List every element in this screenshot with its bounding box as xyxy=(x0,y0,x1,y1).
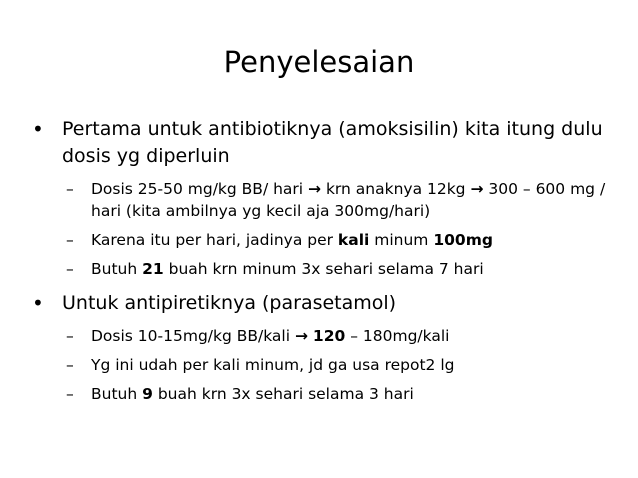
sub-bullet-text: Butuh xyxy=(91,260,143,278)
sub-bullet-text: Butuh xyxy=(91,385,143,403)
sub-bullet-text: – 180mg/kali xyxy=(345,327,450,345)
sub-bullet-text: minum xyxy=(369,231,434,249)
sub-bullet-bold: 100mg xyxy=(433,231,493,249)
sub-bullet-bold: 9 xyxy=(142,385,153,403)
sub-bullet-text: Yg ini udah per kali minum, jd ga usa repot2 lg xyxy=(91,356,455,374)
sub-bullet-bold: 120 xyxy=(312,327,346,345)
dash-icon: – xyxy=(66,327,74,345)
sub-bullet-text: Dosis 10-15mg/kg BB/kali xyxy=(91,327,295,345)
bullet-list xyxy=(28,116,618,412)
sub-bullet-text: buah krn 3x sehari selama 3 hari xyxy=(152,385,414,403)
bullet-icon: • xyxy=(32,117,44,141)
sub-bullet-dose-range xyxy=(28,178,618,222)
bullet-icon: • xyxy=(32,291,44,315)
sub-bullet-dose-per-kali xyxy=(28,325,618,347)
arrow-icon: → xyxy=(470,180,484,198)
sub-bullet-text: buah krn minum 3x sehari selama 7 hari xyxy=(163,260,484,278)
bullet-text: Pertama untuk antibiotiknya (amoksisilin) kita itung dulu dosis yg diperluin xyxy=(62,118,603,167)
sub-bullet-note xyxy=(28,354,618,376)
dash-icon: – xyxy=(66,356,74,374)
sub-bullet-text: 300 – 600 mg / hari (kita ambilnya yg kecil aja 300mg/hari) xyxy=(91,180,606,220)
dash-icon: – xyxy=(66,180,74,198)
sub-bullet-count-antipyretic xyxy=(28,383,618,405)
bullet-antipyretic xyxy=(28,290,618,317)
dash-icon: – xyxy=(66,231,74,249)
sub-bullet-text: Dosis 25-50 mg/kg BB/ hari xyxy=(91,180,309,198)
slide-title: Penyelesaian xyxy=(223,45,415,79)
sub-bullet-bold: 21 xyxy=(142,260,164,278)
sub-bullet-per-dose xyxy=(28,229,618,251)
sub-bullet-text: krn anaknya 12kg xyxy=(321,180,471,198)
sub-bullet-bold: kali xyxy=(337,231,370,249)
bullet-text: Untuk antipiretiknya (parasetamol) xyxy=(62,292,397,314)
sub-bullet-text: Karena itu per hari, jadinya per xyxy=(91,231,338,249)
bullet-antibiotic xyxy=(28,116,618,170)
sub-bullet-count-antibiotic xyxy=(28,258,618,280)
dash-icon: – xyxy=(66,385,74,403)
arrow-icon: → xyxy=(294,327,308,345)
arrow-icon: → xyxy=(308,180,322,198)
dash-icon: – xyxy=(66,260,74,278)
